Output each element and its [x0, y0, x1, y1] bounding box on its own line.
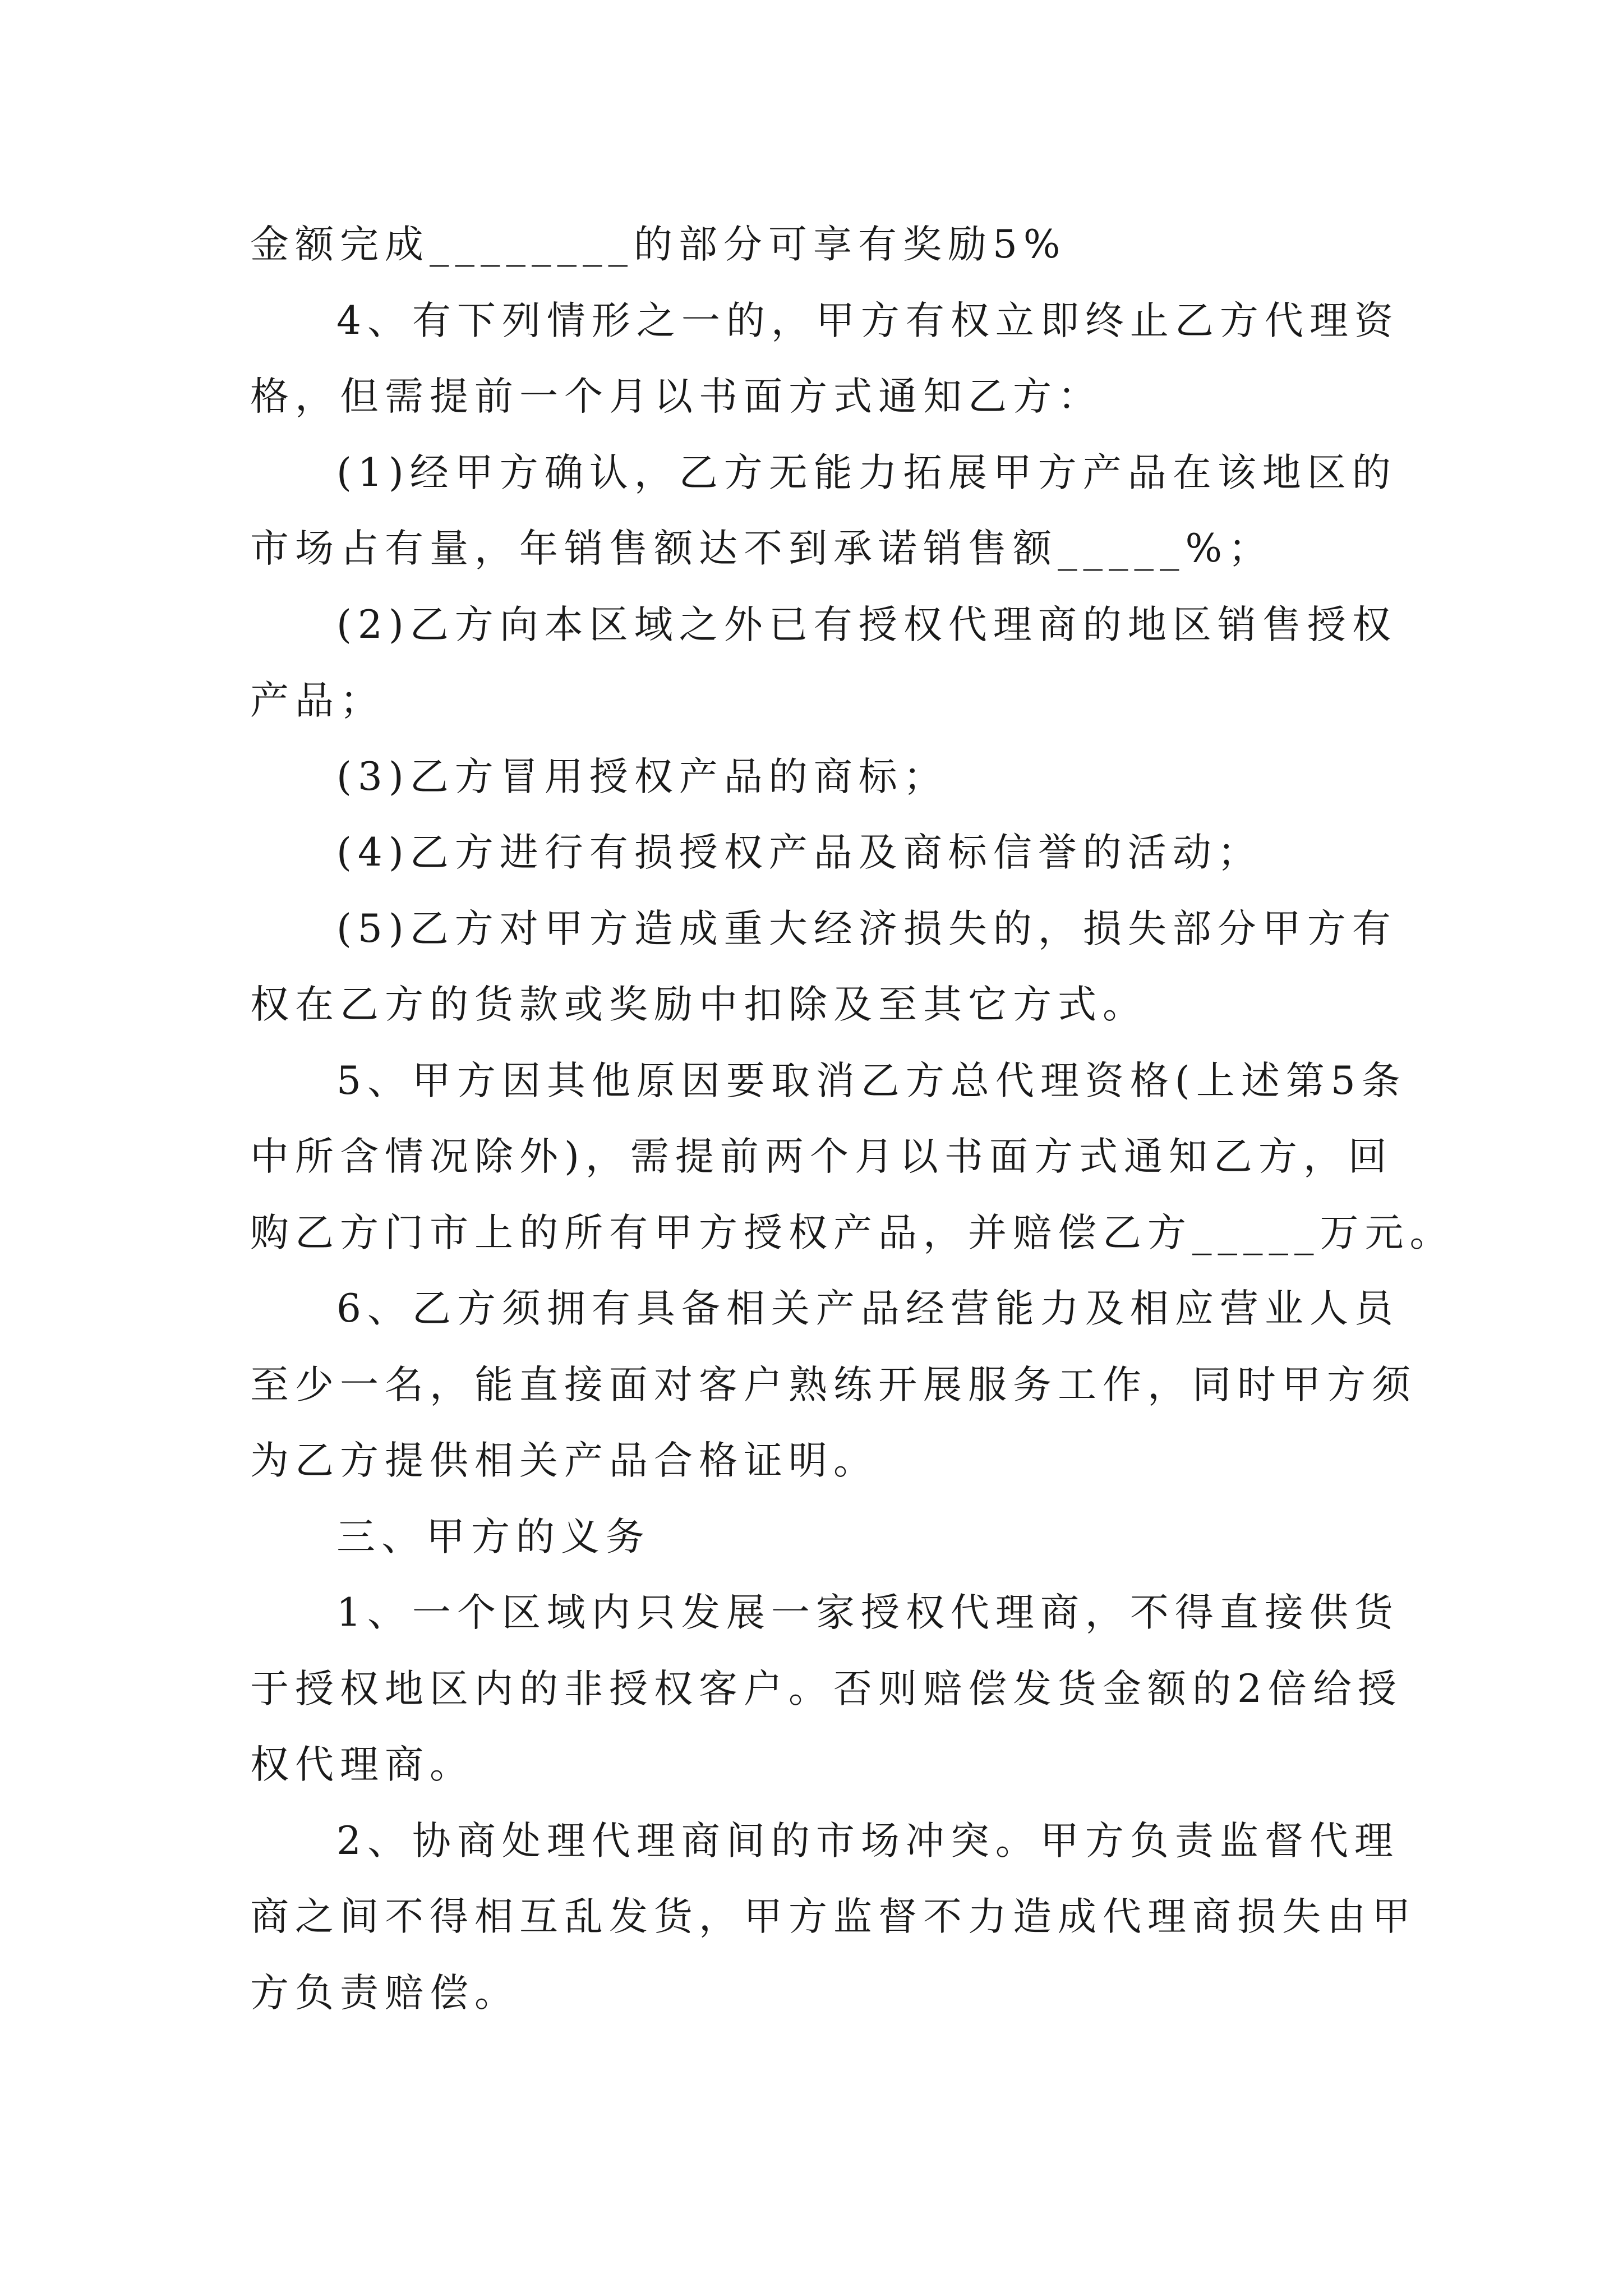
text-line: 购乙方门市上的所有甲方授权产品，并赔偿乙方_____万元。 — [250, 1211, 1455, 1255]
text-line: 为乙方提供相关产品合格证明。 — [250, 1438, 878, 1483]
text-line: 商之间不得相互乱发货，甲方监督不力造成代理商损失由甲 — [250, 1894, 1417, 1939]
text-line: 权代理商。 — [250, 1742, 474, 1787]
text-line: 4、有下列情形之一的，甲方有权立即终止乙方代理资 — [336, 298, 1399, 343]
section-heading: 三、甲方的义务 — [336, 1515, 651, 1559]
text-line: 方负责赔偿。 — [250, 1971, 519, 2016]
text-line: (5)乙方对甲方造成重大经济损失的，损失部分甲方有 — [336, 907, 1397, 951]
text-line: (4)乙方进行有损授权产品及商标信誉的活动； — [336, 830, 1262, 875]
text-line: 金额完成________的部分可享有奖励5% — [250, 222, 1067, 267]
text-line: (3)乙方冒用授权产品的商标； — [336, 754, 948, 799]
text-line: 中所含情况除外)，需提前两个月以书面方式通知乙方，回 — [250, 1134, 1393, 1179]
text-line: 5、甲方因其他原因要取消乙方总代理资格(上述第5条 — [336, 1059, 1407, 1103]
text-line: 于授权地区内的非授权客户。否则赔偿发货金额的2倍给授 — [250, 1667, 1403, 1711]
text-line: 格，但需提前一个月以书面方式通知乙方： — [250, 374, 1103, 419]
text-line: (2)乙方向本区域之外已有授权代理商的地区销售授权 — [336, 602, 1397, 647]
text-line: 市场占有量，年销售额达不到承诺销售额_____%； — [250, 526, 1274, 571]
text-line: 6、乙方须拥有具备相关产品经营能力及相应营业人员 — [336, 1286, 1399, 1331]
text-line: 权在乙方的货款或奖励中扣除及至其它方式。 — [250, 982, 1147, 1027]
text-line: 2、协商处理代理商间的市场冲突。甲方负责监督代理 — [336, 1819, 1399, 1864]
text-line: (1)经甲方确认，乙方无能力拓展甲方产品在该地区的 — [336, 450, 1397, 495]
text-line: 1、一个区域内只发展一家授权代理商，不得直接供货 — [336, 1590, 1399, 1635]
text-line: 产品； — [250, 678, 385, 723]
text-line: 至少一名，能直接面对客户熟练开展服务工作，同时甲方须 — [250, 1363, 1417, 1407]
